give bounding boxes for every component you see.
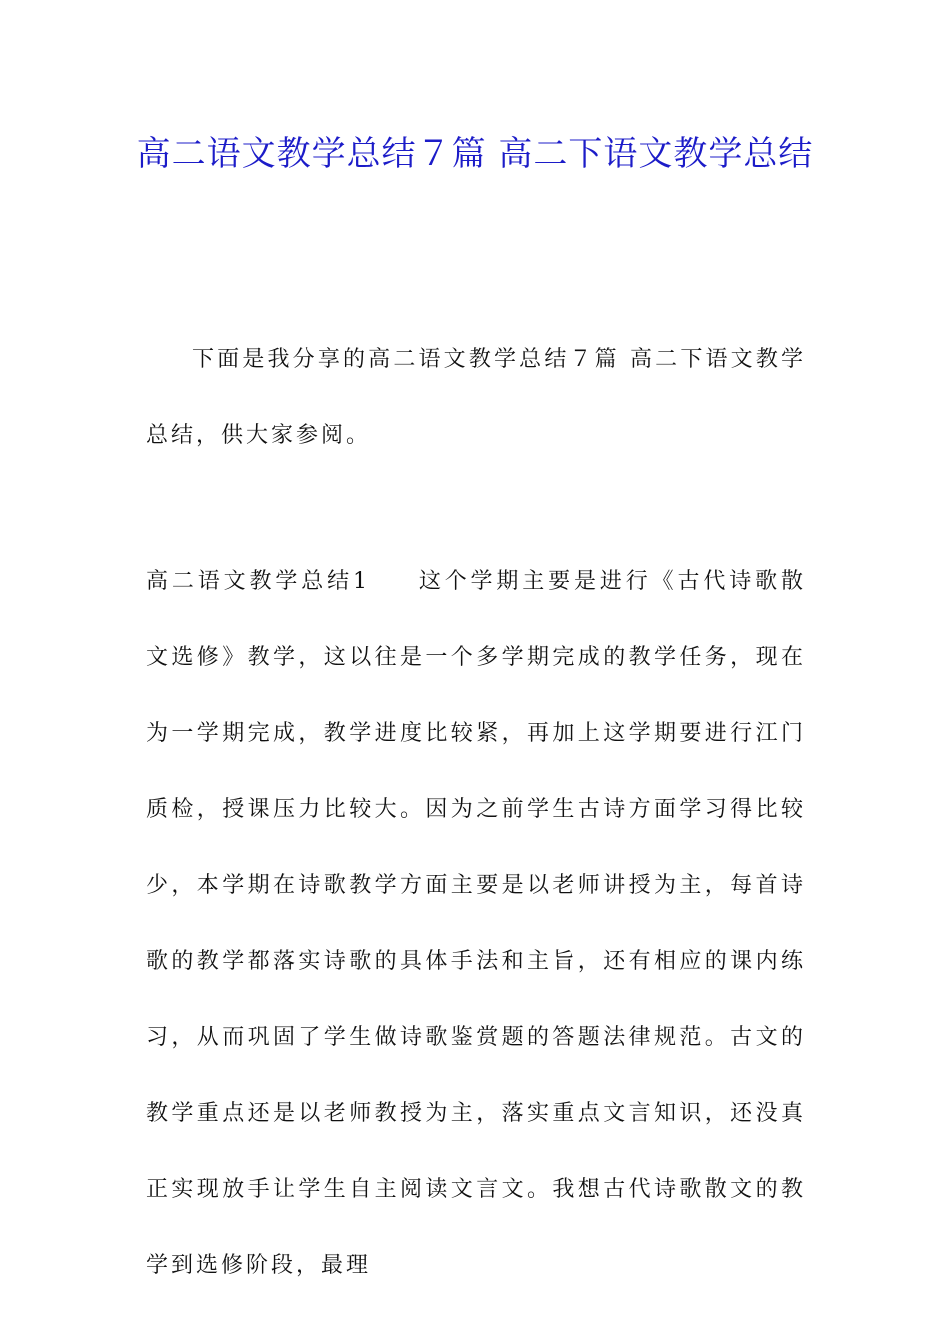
intro-paragraph: 下面是我分享的高二语文教学总结７篇 高二下语文教学总结，供大家参阅。: [146, 347, 806, 448]
section-1-paragraph: [146, 544, 806, 1304]
document-title: 高二语文教学总结７篇 高二下语文教学总结: [136, 134, 814, 174]
section-1-text: 这个学期主要是进行《古代诗歌散文选修》教学，这以往是一个多学期完成的教学任务，现在为一学期完成，教学进度比较紧，再加上这学期要进行江门质检，授课压力比较大。因为之前学生古诗方面学习得比较少，本学期在诗歌教学方面主要是以老师讲授为主，每首诗歌的教学都落实诗歌的具体手法和主旨，还有相应的课内练习，从而巩固了学生做诗歌鉴赏题的答题法律规范。古文的教学重点还是以老师教授为主，落实重点文言知识，还没真正实现放手让学生自主阅读文言文。我想古代诗歌散文的教学到选修阶段，最理: [146, 569, 806, 1278]
section-1-heading: 高二语文教学总结1: [146, 569, 370, 594]
